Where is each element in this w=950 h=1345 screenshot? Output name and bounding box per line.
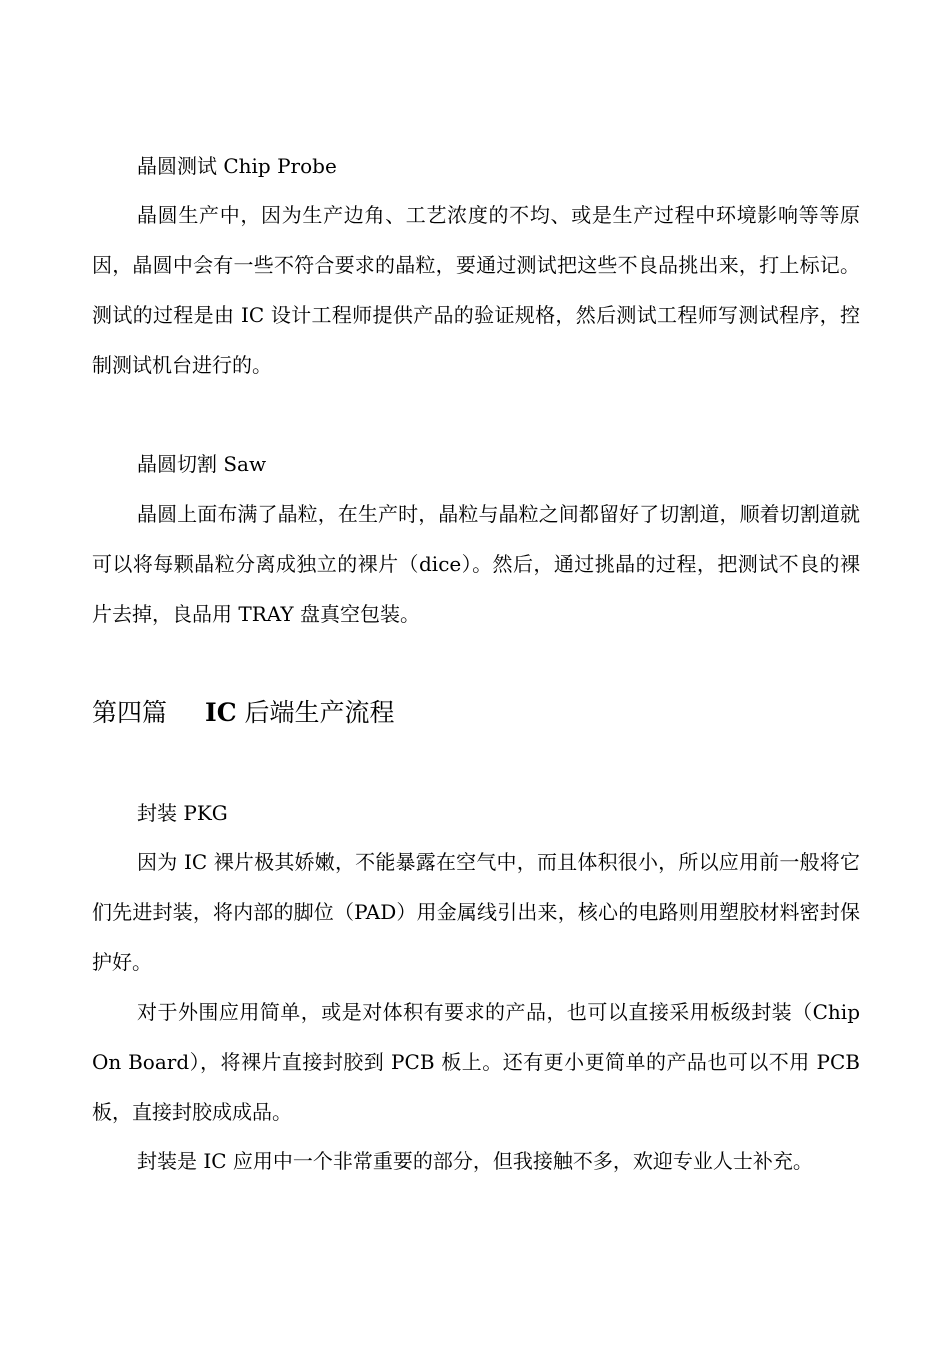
chapter-number: 第四篇 bbox=[92, 698, 168, 727]
paragraph-pkg-2: 对于外围应用简单，或是对体积有要求的产品，也可以直接采用板级封装（Chip On Board），将裸片直接封胶到 PCB 板上。还有更小更简单的产品也可以不用 PCB 板，直接封胶成成品。 bbox=[92, 1000, 860, 1124]
paragraph-saw: 晶圆上面布满了晶粒，在生产时，晶粒与晶粒之间都留好了切割道，顺着切割道就可以将每颗晶粒分离成独立的裸片（dice）。然后，通过挑晶的过程，把测试不良的裸片去掉，良品用 TRAY 盘真空包装。 bbox=[92, 502, 860, 626]
chapter-title-ic: IC bbox=[205, 698, 237, 727]
section-heading-pkg: 封装 PKG bbox=[137, 801, 228, 825]
section-heading-saw: 晶圆切割 Saw bbox=[137, 452, 267, 476]
chapter-title-rest: 后端生产流程 bbox=[236, 698, 395, 727]
chapter-heading bbox=[92, 695, 395, 731]
section-heading-chip-probe: 晶圆测试 Chip Probe bbox=[137, 154, 337, 178]
chapter-title bbox=[205, 695, 395, 731]
paragraph-pkg-3: 封装是 IC 应用中一个非常重要的部分，但我接触不多，欢迎专业人士补充。 bbox=[137, 1149, 813, 1173]
paragraph-chip-probe: 晶圆生产中，因为生产边角、工艺浓度的不均、或是生产过程中环境影响等等原因，晶圆中会有一些不符合要求的晶粒，要通过测试把这些不良品挑出来，打上标记。测试的过程是由 IC 设计工程师提供产品的验证规格，然后测试工程师写测试程序，控制测试机台进行的。 bbox=[92, 203, 860, 377]
paragraph-pkg-1: 因为 IC 裸片极其娇嫩，不能暴露在空气中，而且体积很小，所以应用前一般将它们先进封装，将内部的脚位（PAD）用金属线引出来，核心的电路则用塑胶材料密封保护好。 bbox=[92, 850, 860, 974]
